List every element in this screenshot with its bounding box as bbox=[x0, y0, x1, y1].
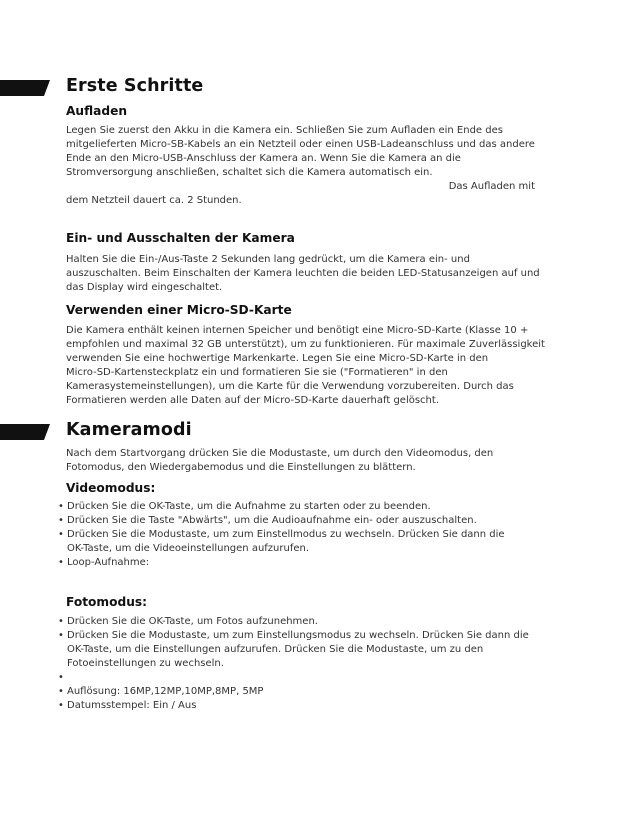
heading-power: Ein- und Ausschalten der Kamera bbox=[66, 231, 295, 245]
heading-photo-mode: Fotomodus: bbox=[66, 595, 148, 609]
text-line: dem Netzteil dauert ca. 2 Stunden. bbox=[66, 195, 242, 206]
paragraph-charging bbox=[66, 124, 571, 208]
text-line: das Display wird eingeschaltet. bbox=[66, 282, 223, 293]
list-item bbox=[58, 500, 573, 514]
bullet-icon: • bbox=[58, 630, 64, 641]
list-item-text: Drücken Sie die Modustaste, um zum Einstellungsmodus zu wechseln. Drücken Sie dann die bbox=[67, 630, 529, 641]
list-item-text: Drücken Sie die Modustaste, um zum Einstellmodus zu wechseln. Drücken Sie dann die bbox=[67, 529, 505, 540]
list-item bbox=[58, 514, 573, 528]
text-line: mitgelieferten Micro-SB-Kabels an ein Netzteil oder einen USB-Ladeanschluss und das andere bbox=[66, 139, 535, 150]
video-mode-list bbox=[58, 500, 573, 570]
section-title-camera-modes: Kameramodi bbox=[66, 420, 192, 440]
list-item-text: Drücken Sie die OK-Taste, um Fotos aufzunehmen. bbox=[67, 616, 318, 627]
heading-sdcard: Verwenden einer Micro-SD-Karte bbox=[66, 303, 292, 317]
paragraph-modes-intro bbox=[66, 447, 571, 475]
list-item-text: Auflösung: 16MP,12MP,10MP,8MP, 5MP bbox=[67, 686, 264, 697]
bullet-icon: • bbox=[58, 557, 64, 568]
text-line: Stromversorgung anschließen, schaltet sich die Kamera automatisch ein. bbox=[66, 167, 433, 178]
list-item bbox=[58, 528, 573, 556]
photo-mode-list bbox=[58, 615, 573, 713]
bullet-icon: • bbox=[58, 672, 64, 683]
text-line: empfohlen und maximal 32 GB unterstützt), um zu funktionieren. Für maximale Zuverlässigkeit bbox=[66, 339, 545, 350]
list-item bbox=[58, 629, 573, 671]
text-line: verwenden Sie eine hochwertige Markenkarte. Legen Sie eine Micro-SD-Karte in den bbox=[66, 353, 489, 364]
list-item-text: OK-Taste, um die Einstellungen aufzurufen. Drücken Sie die Modustaste, um zu den bbox=[67, 644, 484, 655]
list-item bbox=[58, 685, 573, 699]
list-item bbox=[58, 699, 573, 713]
list-item-text: Datumsstempel: Ein / Aus bbox=[67, 700, 197, 711]
section-title-getting-started: Erste Schritte bbox=[66, 76, 204, 96]
text-line: Die Kamera enthält keinen internen Speicher und benötigt eine Micro-SD-Karte (Klasse 10 + bbox=[66, 325, 529, 336]
section-marker-bar bbox=[0, 80, 50, 96]
heading-charging: Aufladen bbox=[66, 104, 128, 118]
text-line: Formatieren werden alle Daten auf der Micro-SD-Karte dauerhaft gelöscht. bbox=[66, 395, 439, 406]
bullet-icon: • bbox=[58, 529, 64, 540]
list-item-text: Drücken Sie die OK-Taste, um die Aufnahme zu starten oder zu beenden. bbox=[67, 501, 431, 512]
heading-video-mode: Videomodus: bbox=[66, 481, 156, 495]
paragraph-power bbox=[66, 253, 571, 295]
list-item-text: Fotoeinstellungen zu wechseln. bbox=[67, 658, 224, 669]
list-item-text: Drücken Sie die Taste "Abwärts", um die Audioaufnahme ein- oder auszuschalten. bbox=[67, 515, 477, 526]
list-item-text: Loop-Aufnahme: bbox=[67, 557, 150, 568]
list-item-text: OK-Taste, um die Videoeinstellungen aufzurufen. bbox=[67, 543, 310, 554]
bullet-icon: • bbox=[58, 616, 64, 627]
bullet-icon: • bbox=[58, 700, 64, 711]
text-line: Micro-SD-Kartensteckplatz ein und formatieren Sie sie ("Formatieren" in den bbox=[66, 367, 448, 378]
text-line: Ende an den Micro-USB-Anschluss der Kamera an. Wenn Sie die Kamera an die bbox=[66, 153, 461, 164]
text-line: Nach dem Startvorgang drücken Sie die Modustaste, um durch den Videomodus, den bbox=[66, 448, 494, 459]
text-line: Halten Sie die Ein-/Aus-Taste 2 Sekunden lang gedrückt, um die Kamera ein- und bbox=[66, 254, 470, 265]
list-item bbox=[58, 615, 573, 629]
text-line: Legen Sie zuerst den Akku in die Kamera ein. Schließen Sie zum Aufladen ein Ende des bbox=[66, 125, 503, 136]
bullet-icon: • bbox=[58, 515, 64, 526]
list-item bbox=[58, 556, 573, 570]
text-line: Das Aufladen mit bbox=[448, 181, 535, 192]
paragraph-sdcard bbox=[66, 324, 571, 408]
section-marker-bar bbox=[0, 424, 50, 440]
text-line: Fotomodus, den Wiedergabemodus und die Einstellungen zu blättern. bbox=[66, 462, 416, 473]
bullet-icon: • bbox=[58, 501, 64, 512]
text-line: auszuschalten. Beim Einschalten der Kamera leuchten die beiden LED-Statusanzeigen auf und bbox=[66, 268, 540, 279]
list-item bbox=[58, 671, 573, 685]
bullet-icon: • bbox=[58, 686, 64, 697]
text-line: Kamerasystemeinstellungen), um die Karte für die Verwendung vorzubereiten. Durch das bbox=[66, 381, 514, 392]
